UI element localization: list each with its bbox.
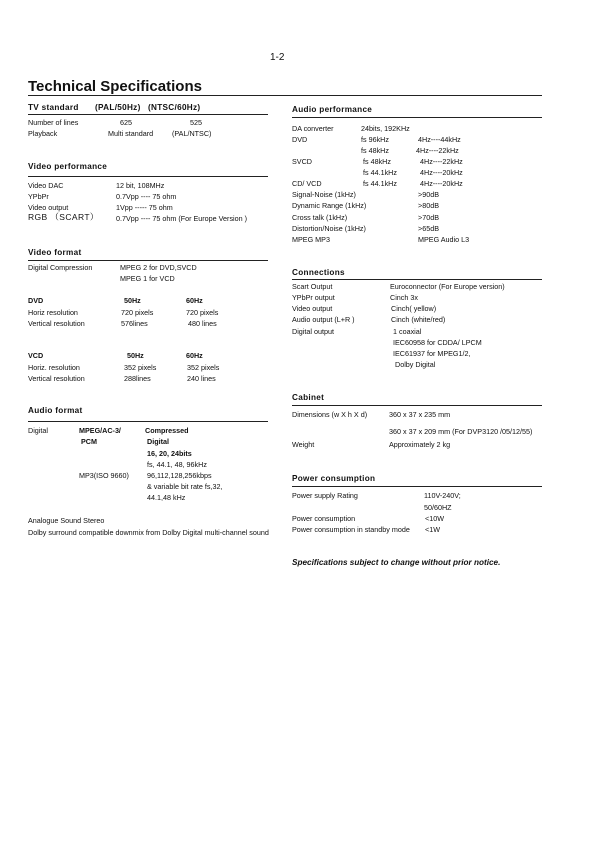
video-output-label: Video output xyxy=(28,203,69,212)
audio-performance-heading: Audio performance xyxy=(292,105,373,114)
dolby-note: Dolby surround compatible downmix from Dolby Digital multi-channel sound xyxy=(28,528,269,537)
distortion-label: Distortion/Noise (1kHz) xyxy=(292,224,366,233)
ap-cd-label: CD/ VCD xyxy=(292,179,322,188)
dvd-50hz: 50Hz xyxy=(124,296,141,305)
digital-output-coaxial: 1 coaxial xyxy=(393,327,422,336)
video-format-rule xyxy=(28,260,268,261)
mpeg-mp3-label: MPEG MP3 xyxy=(292,235,330,244)
distortion-value: >65dB xyxy=(418,224,439,233)
mp3-rates: 44.1,48 kHz xyxy=(147,493,186,502)
digital-output-iec61937: IEC61937 for MPEG1/2, xyxy=(393,349,471,358)
page-number: 1-2 xyxy=(270,52,285,63)
dynamic-range-value: >80dB xyxy=(418,201,439,210)
signal-noise-label: Signal-Noise (1kHz) xyxy=(292,190,356,199)
ypbpr-label: YPbPr xyxy=(28,192,49,201)
dynamic-range-label: Dynamic Range (1kHz) xyxy=(292,201,367,210)
analogue-sound: Analogue Sound Stereo xyxy=(28,516,105,525)
cabinet-rule xyxy=(292,405,542,406)
vcd-horiz-60: 352 pixels xyxy=(187,363,220,372)
video-output-value: 1Vpp ----- 75 ohm xyxy=(116,203,173,212)
ap-dvd-fs96: fs 96kHz xyxy=(361,135,389,144)
tv-standard-ntsc: (NTSC/60Hz) xyxy=(148,103,201,112)
weight-value: Approximately 2 kg xyxy=(389,440,451,449)
vcd-label: VCD xyxy=(28,351,44,360)
codec-mpeg-ac3: MPEG/AC-3/ xyxy=(79,426,121,435)
mpeg-mp3-value: MPEG Audio L3 xyxy=(418,235,470,244)
power-supply-voltage: 110V-240V; xyxy=(424,491,461,500)
ap-dvd-fs48: fs 48kHz xyxy=(361,146,389,155)
dimensions-label: Dimensions (w X h X d) xyxy=(292,410,368,419)
cross-talk-label: Cross talk (1kHz) xyxy=(292,213,348,222)
vcd-horiz-label: Horiz. resolution xyxy=(28,363,80,372)
lines-pal: 625 xyxy=(120,118,132,127)
conn-video-output-label: Video output xyxy=(292,304,333,313)
signal-noise-value: >90dB xyxy=(418,190,439,199)
digital-output-label: Digital output xyxy=(292,327,334,336)
vcd-vert-label: Vertical resolution xyxy=(28,374,85,383)
vcd-50hz: 50Hz xyxy=(127,351,144,360)
specifications-footnote: Specifications subject to change without prior notice. xyxy=(292,558,501,567)
da-converter-value: 24bits, 192KHz xyxy=(361,124,410,133)
dimensions-alt-value: 360 x 37 x 209 mm (For DVP3120 /05/12/55) xyxy=(389,427,533,436)
dvd-vert-50: 576lines xyxy=(121,319,148,328)
compressed-label: Compressed xyxy=(145,426,189,435)
digital-label: Digital xyxy=(28,426,48,435)
audio-format-heading: Audio format xyxy=(28,406,83,415)
ap-svcd-range48: 4Hz----22kHz xyxy=(420,157,463,166)
audio-performance-rule xyxy=(292,117,542,118)
page-title: Technical Specifications xyxy=(28,78,202,95)
ypbpr-value: 0.7Vpp ---- 75 ohm xyxy=(116,192,177,201)
dvd-60hz: 60Hz xyxy=(186,296,203,305)
power-rule xyxy=(292,486,542,487)
mp3-bitrates: 96,112,128,256kbps xyxy=(147,471,212,480)
audio-output-value: Cinch (white/red) xyxy=(391,315,446,324)
standby-label: Power consumption in standby mode xyxy=(292,525,410,534)
video-performance-rule xyxy=(28,176,268,177)
playback-mode: Multi standard xyxy=(108,129,154,138)
bit-depths: 16, 20, 24bits xyxy=(147,449,192,458)
title-rule xyxy=(28,95,542,96)
lines-label: Number of lines xyxy=(28,118,79,127)
dimensions-value: 360 x 37 x 235 mm xyxy=(389,410,451,419)
audio-output-label: Audio output (L+R ) xyxy=(292,315,355,324)
rgb-scart-label: RGB （SCART） xyxy=(28,212,99,222)
power-supply-label: Power supply Rating xyxy=(292,491,358,500)
power-consumption-label: Power consumption xyxy=(292,514,356,523)
digital-compression-label: Digital Compression xyxy=(28,263,93,272)
mp3-label: MP3(ISO 9660) xyxy=(79,471,129,480)
weight-label: Weight xyxy=(292,440,315,449)
playback-system: (PAL/NTSC) xyxy=(172,129,212,138)
ap-dvd-range48: 4Hz----22kHz xyxy=(416,146,459,155)
dvd-vert-label: Vertical resolution xyxy=(28,319,85,328)
ap-dvd-range96: 4Hz----44kHz xyxy=(418,135,461,144)
connections-rule xyxy=(292,279,542,280)
da-converter-label: DA converter xyxy=(292,124,334,133)
dvd-horiz-label: Horiz resolution xyxy=(28,308,78,317)
connections-heading: Connections xyxy=(292,268,345,277)
vcd-horiz-50: 352 pixels xyxy=(124,363,157,372)
dvd-vert-60: 480 lines xyxy=(188,319,217,328)
digital-output-dolby: Dolby Digital xyxy=(395,360,436,369)
cabinet-heading: Cabinet xyxy=(292,393,325,402)
audio-format-rule xyxy=(28,421,268,422)
dvd-horiz-60: 720 pixels xyxy=(186,308,219,317)
standby-value: <1W xyxy=(425,525,440,534)
ap-svcd-fs441: fs 44.1kHz xyxy=(363,168,397,177)
vcd-60hz: 60Hz xyxy=(186,351,203,360)
cross-talk-value: >70dB xyxy=(418,213,439,222)
video-format-heading: Video format xyxy=(28,248,82,257)
tv-standard-heading: TV standard xyxy=(28,103,79,112)
digital-output-iec60958: IEC60958 for CDDA/ LPCM xyxy=(393,338,482,347)
power-consumption-value: <10W xyxy=(425,514,444,523)
vcd-vert-60: 240 lines xyxy=(187,374,216,383)
mp3-variable: & variable bit rate fs,32, xyxy=(147,482,223,491)
ap-svcd-range441: 4Hz----20kHz xyxy=(420,168,463,177)
ap-cd-range: 4Hz----20kHz xyxy=(420,179,463,188)
tv-standard-pal: (PAL/50Hz) xyxy=(95,103,141,112)
ap-svcd-label: SVCD xyxy=(292,157,312,166)
power-heading: Power consumption xyxy=(292,474,376,483)
playback-label: Playback xyxy=(28,129,58,138)
vcd-vert-50: 288lines xyxy=(124,374,151,383)
power-supply-frequency: 50/60HZ xyxy=(424,503,452,512)
video-dac-label: Video DAC xyxy=(28,181,64,190)
dvd-horiz-50: 720 pixels xyxy=(121,308,154,317)
ypbpr-output-label: YPbPr output xyxy=(292,293,335,302)
tv-standard-rule xyxy=(28,114,268,115)
compression-mpeg1: MPEG 1 for VCD xyxy=(120,274,175,283)
conn-video-output-value: Cinch( yellow) xyxy=(391,304,437,313)
compression-mpeg2: MPEG 2 for DVD,SVCD xyxy=(120,263,197,272)
ypbpr-output-value: Cinch 3x xyxy=(390,293,418,302)
lines-ntsc: 525 xyxy=(190,118,202,127)
dvd-label: DVD xyxy=(28,296,44,305)
video-dac-value: 12 bit, 108MHz xyxy=(116,181,165,190)
ap-dvd-label: DVD xyxy=(292,135,308,144)
sample-rates: fs, 44.1, 48, 96kHz xyxy=(147,460,207,469)
ap-svcd-fs48: fs 48kHz xyxy=(363,157,391,166)
scart-output-value: Euroconnector (For Europe version) xyxy=(390,282,505,291)
rgb-scart-value: 0.7Vpp ---- 75 ohm (For Europe Version ) xyxy=(116,214,248,223)
video-performance-heading: Video performance xyxy=(28,162,108,171)
ap-cd-fs: fs 44.1kHz xyxy=(363,179,397,188)
scart-output-label: Scart Output xyxy=(292,282,333,291)
digital-type: Digital xyxy=(147,437,169,446)
codec-pcm: PCM xyxy=(81,437,97,446)
